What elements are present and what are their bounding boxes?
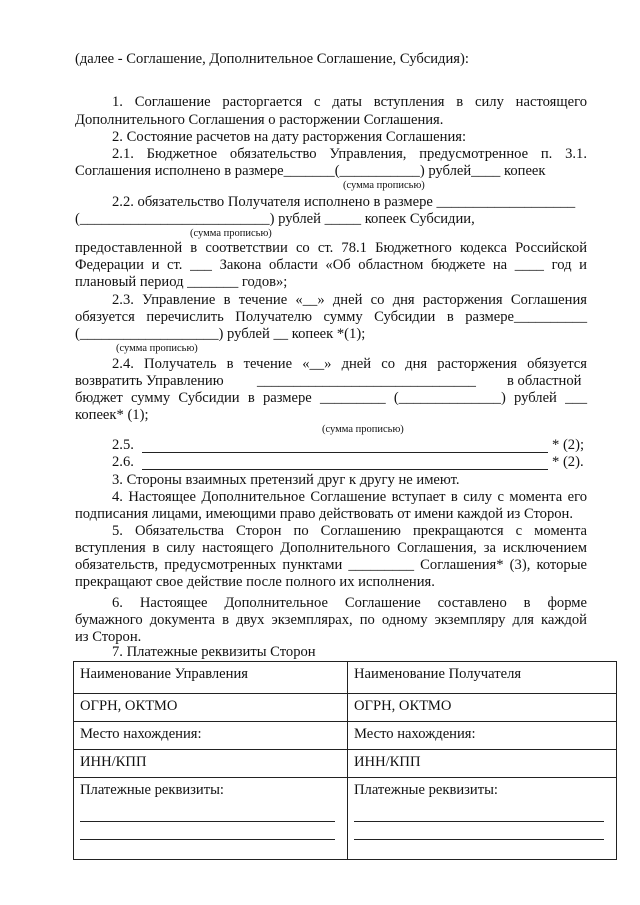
clause-2-3-line-2: обязуется перечислить Получателю сумму Субсидии в размере__________ (75, 309, 587, 325)
clause-2-3-line-3: (___________________) рублей __ копеек *(1); (75, 326, 366, 342)
clause-2-6-blank-line (142, 469, 548, 470)
clause-2-4-line-4: копеек* (1); (75, 407, 149, 423)
cell-recipient-ogrn: ОГРН, ОКТМО (348, 694, 617, 722)
clause-6-line-3: из Сторон. (75, 629, 142, 645)
clause-1-line-2: Дополнительного Соглашения о расторжении Соглашения. (75, 112, 444, 128)
clause-2-4-line-2a: возвратить Управлению (75, 373, 224, 389)
payment-blank-lines (354, 799, 610, 855)
blank-line (354, 821, 604, 822)
payment-blank-lines (80, 799, 341, 855)
amount-in-words-note: (сумма прописью) (343, 180, 425, 191)
clause-1-line-1: 1. Соглашение расторгается с даты вступления в силу настоящего (112, 94, 587, 110)
cell-administration-ogrn: ОГРН, ОКТМО (74, 694, 348, 722)
clause-7-line-1: 7. Платежные реквизиты Сторон (112, 644, 316, 660)
blank-line (80, 839, 335, 840)
cell-administration-payment (74, 778, 348, 860)
amount-in-words-note: (сумма прописью) (190, 228, 272, 239)
clause-2-5-footnote: * (2); (552, 437, 585, 453)
clause-2-2-line-5: плановый период _______ годов»; (75, 274, 288, 290)
clause-2-5-number: 2.5. (112, 437, 134, 453)
clause-2-4-line-2c: в областной (507, 373, 582, 389)
intro-line: (далее - Соглашение, Дополнительное Соглашение, Субсидия): (75, 51, 469, 67)
clause-6-line-2: бумажного документа в двух экземплярах, по одному экземпляру для каждой (75, 612, 587, 628)
clause-2-4-line-3: бюджет сумму Субсидии в размере _________ (______________) рублей ___ (75, 390, 587, 406)
payment-label: Платежные реквизиты: (80, 782, 224, 798)
payment-requisites-table (73, 661, 617, 860)
cell-administration-location: Место нахождения: (74, 722, 348, 750)
clause-6-line-1: 6. Настоящее Дополнительное Соглашение составлено в форме (112, 595, 587, 611)
clause-5-line-3: обязательств, предусмотренных пунктами _________ Соглашения* (3), которые (75, 557, 587, 573)
cell-administration-inn: ИНН/КПП (74, 750, 348, 778)
clause-2-line-1: 2. Состояние расчетов на дату расторжения Соглашения: (112, 129, 467, 145)
clause-2-6-number: 2.6. (112, 454, 134, 470)
clause-3-line-1: 3. Стороны взаимных претензий друг к другу не имеют. (112, 472, 460, 488)
cell-recipient-inn: ИНН/КПП (348, 750, 617, 778)
amount-in-words-note: (сумма прописью) (116, 343, 198, 354)
clause-2-2-line-3: предоставленной в соответствии со ст. 78.1 Бюджетного кодекса Российской (75, 240, 587, 256)
clause-2-4-line-2b: ______________________________ (257, 373, 476, 389)
clause-2-4-line-1: 2.4. Получатель в течение «__» дней со дня расторжения обязуется (112, 356, 587, 372)
clause-2-1-line-2: Соглашения исполнено в размере_______(___________) рублей____ копеек (75, 163, 546, 179)
blank-line (80, 821, 335, 822)
clause-2-2-line-1: 2.2. обязательство Получателя исполнено в размере ___________________ (112, 194, 576, 210)
clause-2-1-line-1: 2.1. Бюджетное обязательство Управления, предусмотренное п. 3.1. (112, 146, 587, 162)
payment-label: Платежные реквизиты: (354, 782, 498, 798)
blank-line (354, 839, 604, 840)
clause-2-2-line-4: Федерации и ст. ___ Закона области «Об областном бюджете на ____ год и (75, 257, 587, 273)
clause-5-line-2: вступления в силу настоящего Дополнительного Соглашения, за исключением (75, 540, 587, 556)
cell-recipient-location: Место нахождения: (348, 722, 617, 750)
clause-2-6-footnote: * (2). (552, 454, 584, 470)
clause-5-line-1: 5. Обязательства Сторон по Соглашению прекращаются с момента (112, 523, 587, 539)
cell-recipient-name: Наименование Получателя (348, 662, 617, 694)
clause-4-line-1: 4. Настоящее Дополнительное Соглашение вступает в силу с момента его (112, 489, 587, 505)
clause-2-5-blank-line (142, 452, 548, 453)
cell-administration-name: Наименование Управления (74, 662, 348, 694)
amount-in-words-note: (сумма прописью) (322, 424, 404, 435)
cell-recipient-payment (348, 778, 617, 860)
clause-5-line-4: прекращают свое действие после полного их исполнения. (75, 574, 435, 590)
clause-2-2-line-2: (__________________________) рублей _____ копеек Субсидии, (75, 211, 475, 227)
clause-4-line-2: подписания лицами, имеющими право действовать от имени каждой из Сторон. (75, 506, 574, 522)
clause-2-3-line-1: 2.3. Управление в течение «__» дней со дня расторжения Соглашения (112, 292, 587, 308)
